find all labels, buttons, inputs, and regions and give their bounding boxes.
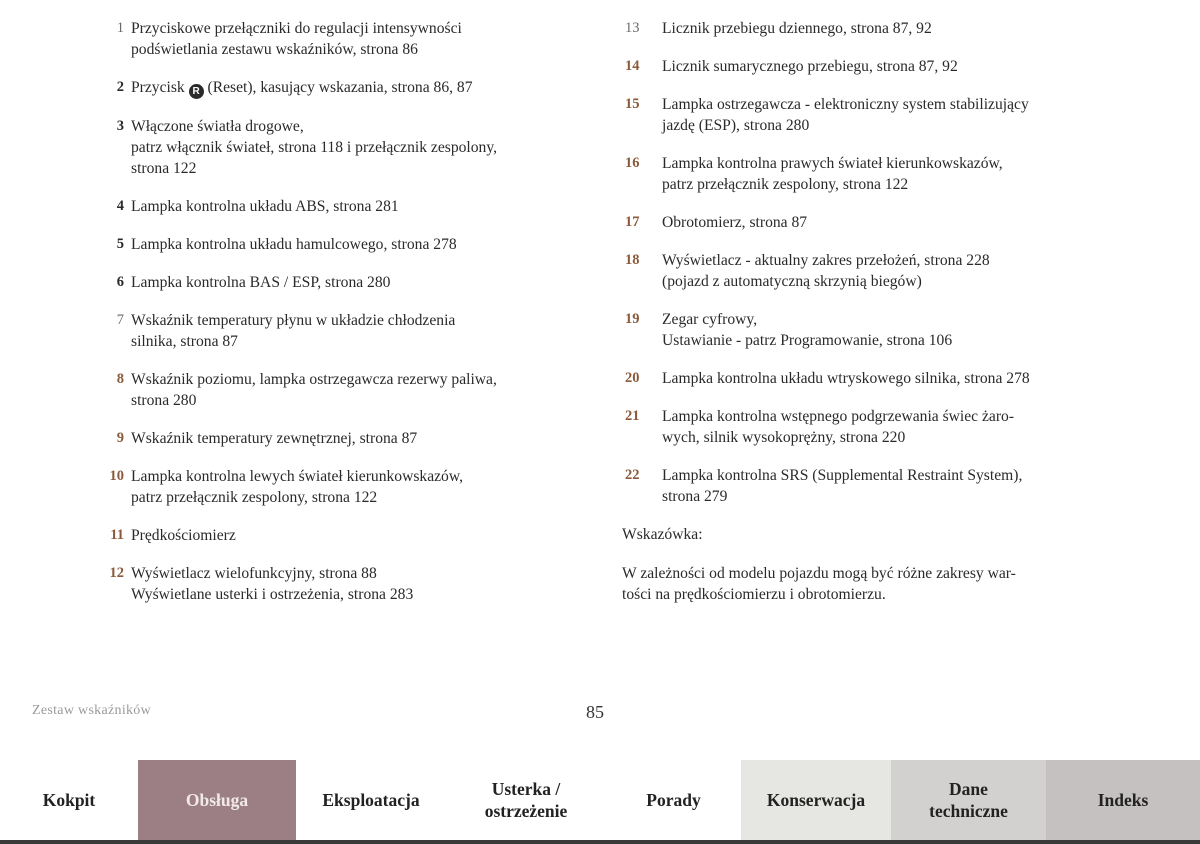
legend-item-8 bbox=[90, 369, 580, 411]
item-number: 8 bbox=[116, 371, 124, 387]
item-number: 15 bbox=[625, 96, 640, 112]
item-line: Wskaźnik temperatury zewnętrznej, strona 87 bbox=[131, 430, 418, 447]
item-line: Lampka kontrolna układu hamulcowego, strona 278 bbox=[131, 236, 457, 253]
right-column bbox=[622, 18, 1122, 605]
item-number: 2 bbox=[116, 79, 124, 95]
item-number: 3 bbox=[116, 118, 124, 134]
note-line: tości na prędkościomierzu i obrotomierzu. bbox=[622, 586, 886, 603]
legend-item-5 bbox=[90, 234, 580, 255]
nav-bottom-rule bbox=[0, 840, 1200, 844]
item-line: (pojazd z automatyczną skrzynią biegów) bbox=[662, 273, 922, 290]
item-text bbox=[662, 56, 1122, 77]
nav-tab-label bbox=[767, 789, 865, 811]
item-number: 13 bbox=[625, 20, 640, 36]
note-line: W zależności od modelu pojazdu mogą być różne zakresy war- bbox=[622, 565, 1016, 582]
item-number: 4 bbox=[116, 198, 124, 214]
item-number: 14 bbox=[625, 58, 640, 74]
item-text bbox=[131, 428, 580, 449]
item-line: Wskaźnik poziomu, lampka ostrzegawcza rezerwy paliwa, bbox=[131, 371, 497, 388]
item-text bbox=[662, 18, 1122, 39]
item-text bbox=[662, 94, 1122, 136]
item-number: 16 bbox=[625, 155, 640, 171]
item-text bbox=[131, 466, 580, 508]
item-number: 21 bbox=[625, 408, 640, 424]
item-text bbox=[131, 369, 580, 411]
item-text bbox=[131, 310, 580, 352]
legend-item-9 bbox=[90, 428, 580, 449]
item-number: 5 bbox=[116, 236, 124, 252]
item-line: Lampka kontrolna BAS / ESP, strona 280 bbox=[131, 274, 391, 291]
item-line: Licznik sumarycznego przebiegu, strona 87, 92 bbox=[662, 58, 958, 75]
item-line: Prędkościomierz bbox=[131, 527, 236, 544]
note-text bbox=[622, 563, 1122, 605]
item-text bbox=[662, 309, 1122, 351]
nav-tab-label-line: Usterka / bbox=[491, 779, 561, 799]
nav-tab-label-line: Obsługa bbox=[185, 790, 249, 810]
nav-tab-label-line: Dane bbox=[949, 779, 988, 799]
nav-tab-label-line: ostrzeżenie bbox=[484, 801, 568, 821]
section-title: Zestaw wskaźników bbox=[32, 703, 152, 718]
chapter-nav-bar bbox=[0, 760, 1200, 840]
item-line: strona 280 bbox=[131, 392, 197, 409]
nav-tab-label bbox=[186, 789, 248, 811]
legend-item-13 bbox=[622, 18, 1122, 39]
item-line: Lampka kontrolna układu wtryskowego silnika, strona 278 bbox=[662, 370, 1030, 387]
legend-item-21 bbox=[622, 406, 1122, 448]
item-line: jazdę (ESP), strona 280 bbox=[662, 117, 810, 134]
legend-item-4 bbox=[90, 196, 580, 217]
nav-tab-label-line: Konserwacja bbox=[766, 790, 866, 810]
nav-tab-obsluga[interactable] bbox=[138, 760, 296, 840]
nav-tab-label-line: Indeks bbox=[1097, 790, 1149, 810]
item-line: Wyświetlacz - aktualny zakres przełożeń, strona 228 bbox=[662, 252, 990, 269]
legend-item-12 bbox=[90, 563, 580, 605]
item-text bbox=[662, 406, 1122, 448]
item-text bbox=[131, 525, 580, 546]
legend-item-2 bbox=[90, 77, 580, 99]
item-line: Ustawianie - patrz Programowanie, strona 106 bbox=[662, 332, 953, 349]
item-line: Włączone światła drogowe, bbox=[131, 118, 304, 135]
item-number: 17 bbox=[625, 214, 640, 230]
item-line: Lampka ostrzegawcza - elektroniczny system stabilizujący bbox=[662, 96, 1029, 113]
item-line-part: Przycisk bbox=[131, 79, 189, 96]
item-number: 18 bbox=[625, 252, 640, 268]
nav-tab-label bbox=[646, 789, 700, 811]
nav-tab-label bbox=[43, 789, 96, 811]
reset-button-icon: R bbox=[189, 84, 204, 99]
nav-tab-label-line: Kokpit bbox=[42, 790, 96, 810]
nav-tab-konserwacja[interactable] bbox=[741, 760, 891, 840]
item-text bbox=[131, 234, 580, 255]
item-line: Lampka kontrolna prawych świateł kierunkowskazów, bbox=[662, 155, 1003, 172]
item-text bbox=[662, 250, 1122, 292]
nav-tab-label-line: techniczne bbox=[929, 801, 1008, 821]
nav-tab-indeks[interactable] bbox=[1046, 760, 1200, 840]
nav-tab-label bbox=[1098, 789, 1149, 811]
item-text bbox=[131, 563, 580, 605]
legend-item-17 bbox=[622, 212, 1122, 233]
item-line: podświetlania zestawu wskaźników, strona 86 bbox=[131, 41, 418, 58]
item-number: 20 bbox=[625, 370, 640, 386]
item-line: Wyświetlane usterki i ostrzeżenia, strona 283 bbox=[131, 586, 414, 603]
nav-tab-dane[interactable] bbox=[891, 760, 1046, 840]
item-line: Zegar cyfrowy, bbox=[662, 311, 758, 328]
item-number: 7 bbox=[116, 312, 124, 328]
item-line-part: (Reset), kasujący wskazania, strona 86, 87 bbox=[203, 79, 473, 96]
legend-item-11 bbox=[90, 525, 580, 546]
item-line: Wyświetlacz wielofunkcyjny, strona 88 bbox=[131, 565, 377, 582]
nav-tab-eksploatacja[interactable] bbox=[296, 760, 446, 840]
item-line: Lampka kontrolna wstępnego podgrzewania świec żaro- bbox=[662, 408, 1015, 425]
item-text bbox=[131, 77, 580, 99]
item-line: patrz włącznik świateł, strona 118 i przełącznik zespolony, bbox=[131, 139, 498, 156]
item-line: Przyciskowe przełączniki do regulacji intensywności bbox=[131, 20, 462, 37]
item-line: Wskaźnik temperatury płynu w układzie chłodzenia bbox=[131, 312, 456, 329]
nav-tab-label-line: Eksploatacja bbox=[322, 790, 420, 810]
item-text bbox=[131, 18, 580, 60]
left-column bbox=[90, 18, 580, 622]
item-line: strona 279 bbox=[662, 488, 728, 505]
legend-item-6 bbox=[90, 272, 580, 293]
legend-item-20 bbox=[622, 368, 1122, 389]
legend-item-19 bbox=[622, 309, 1122, 351]
item-line: wych, silnik wysokoprężny, strona 220 bbox=[662, 429, 906, 446]
legend-item-10 bbox=[90, 466, 580, 508]
item-number: 19 bbox=[625, 311, 640, 327]
item-text bbox=[662, 465, 1122, 507]
item-text bbox=[131, 116, 580, 179]
nav-tab-usterka[interactable] bbox=[446, 760, 606, 840]
item-text bbox=[662, 212, 1122, 233]
nav-tab-label-line: Porady bbox=[646, 790, 701, 810]
item-number: 6 bbox=[116, 274, 124, 290]
legend-item-18 bbox=[622, 250, 1122, 292]
nav-tab-label bbox=[485, 778, 568, 822]
nav-tab-label bbox=[929, 778, 1008, 822]
legend-item-16 bbox=[622, 153, 1122, 195]
item-text bbox=[662, 153, 1122, 195]
item-text bbox=[131, 272, 580, 293]
item-line: patrz przełącznik zespolony, strona 122 bbox=[662, 176, 909, 193]
item-line: patrz przełącznik zespolony, strona 122 bbox=[131, 489, 378, 506]
item-number: 9 bbox=[116, 430, 124, 446]
item-number: 10 bbox=[109, 468, 124, 484]
item-number: 22 bbox=[625, 467, 640, 483]
nav-tab-label bbox=[322, 789, 419, 811]
note-label: Wskazówka: bbox=[622, 526, 703, 543]
nav-tab-kokpit[interactable] bbox=[0, 760, 138, 840]
item-line: strona 122 bbox=[131, 160, 197, 177]
nav-tab-porady[interactable] bbox=[606, 760, 741, 840]
legend-item-1 bbox=[90, 18, 580, 60]
legend-item-15 bbox=[622, 94, 1122, 136]
page-number: 85 bbox=[586, 702, 604, 722]
item-line: silnika, strona 87 bbox=[131, 333, 238, 350]
item-line: Licznik przebiegu dziennego, strona 87, 92 bbox=[662, 20, 932, 37]
item-line: Lampka kontrolna SRS (Supplemental Restraint System), bbox=[662, 467, 1023, 484]
item-number: 12 bbox=[109, 565, 124, 581]
item-text bbox=[662, 368, 1122, 389]
item-line: Lampka kontrolna układu ABS, strona 281 bbox=[131, 198, 399, 215]
item-number: 11 bbox=[110, 527, 124, 543]
item-line: Obrotomierz, strona 87 bbox=[662, 214, 808, 231]
legend-item-22 bbox=[622, 465, 1122, 507]
item-line: Lampka kontrolna lewych świateł kierunkowskazów, bbox=[131, 468, 463, 485]
legend-item-3 bbox=[90, 116, 580, 179]
item-number: 1 bbox=[116, 20, 124, 36]
legend-item-14 bbox=[622, 56, 1122, 77]
legend-item-7 bbox=[90, 310, 580, 352]
item-text bbox=[131, 196, 580, 217]
item-line bbox=[131, 77, 580, 99]
